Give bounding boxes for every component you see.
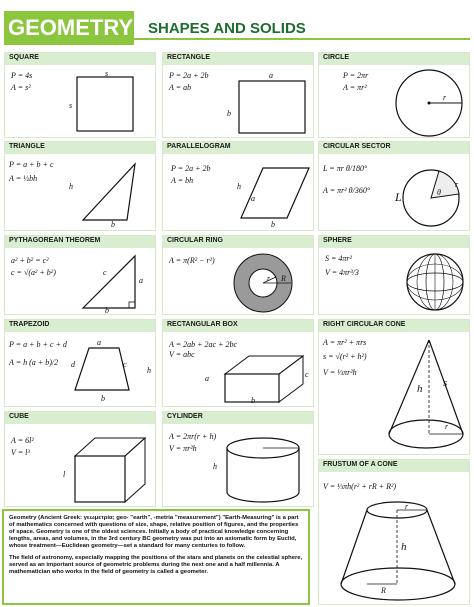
label: a: [97, 338, 101, 347]
label: r: [455, 180, 459, 189]
formula: A = ab: [169, 83, 192, 92]
formula: P = a + b + c + d: [9, 340, 67, 349]
label: r: [405, 502, 409, 511]
title-rule: [134, 38, 470, 40]
sector-figure: [395, 164, 469, 230]
card-title: CYLINDER: [163, 412, 313, 424]
label: r: [443, 93, 447, 102]
square-figure: [67, 71, 147, 135]
card-title: CIRCULAR SECTOR: [319, 142, 469, 154]
formula: S = 4πr²: [325, 254, 352, 263]
formula: L = πr θ/180°: [323, 164, 368, 173]
card-square: [4, 52, 156, 138]
label: h: [237, 182, 241, 191]
formula: A = 6l²: [11, 436, 34, 445]
label: b: [101, 394, 105, 403]
label: a: [139, 276, 143, 285]
card-title: SPHERE: [319, 236, 469, 248]
card-title: RIGHT CIRCULAR CONE: [319, 320, 469, 332]
label: a: [205, 374, 209, 383]
label: d: [71, 360, 75, 369]
card-trapezoid: [4, 319, 156, 407]
card-cylinder: [162, 411, 314, 507]
formula: c = √(a² + b²): [11, 268, 56, 277]
card-title: TRIANGLE: [5, 142, 155, 154]
label: a: [269, 71, 273, 80]
formula: A = bh: [171, 176, 194, 185]
card-cone: [318, 319, 470, 455]
card-title: FRUSTUM OF A CONE: [319, 460, 469, 472]
card-cube: [4, 411, 156, 507]
rectangle-figure: [233, 71, 313, 137]
description-box: [2, 509, 310, 605]
page-title: GEOMETRY: [4, 11, 134, 45]
formula: A = π(R² − r²): [169, 256, 215, 265]
card-title: RECTANGULAR BOX: [163, 320, 313, 332]
card-title: TRAPEZOID: [5, 320, 155, 332]
formula: V = 4πr³/3: [325, 268, 359, 277]
sphere-figure: [403, 250, 467, 314]
formula: P = 2a + 2b: [171, 164, 211, 173]
page-subtitle: SHAPES AND SOLIDS: [148, 20, 306, 37]
label: h: [69, 182, 73, 191]
formula: A = h (a + b)/2: [9, 358, 59, 367]
label: b: [227, 109, 231, 118]
card-title: PYTHAGOREAN THEOREM: [5, 236, 155, 248]
card-triangle: [4, 141, 156, 231]
label: b: [251, 396, 255, 405]
trapezoid-figure: [71, 344, 141, 394]
label: c: [123, 360, 127, 369]
label: r: [267, 274, 271, 283]
card-frustum: [318, 459, 470, 605]
label: b: [271, 220, 275, 229]
box-figure: [213, 350, 309, 406]
ring-figure: [227, 252, 299, 314]
formula: P = 2a + 2b: [169, 71, 209, 80]
formula: V = l³: [11, 448, 30, 457]
label: R: [381, 586, 386, 595]
card-title: RECTANGLE: [163, 53, 313, 65]
label: b: [105, 306, 109, 315]
circle-figure: [387, 67, 469, 139]
label: h: [213, 462, 217, 471]
description-paragraph: Geometry (Ancient Greek: γεωμετρία; geo- "earth", -metria "measurement") "Earth-Measuring" is a part of mathematics concerned with questions of size, shape, relative position of figures, and the properties of space. Geometry is one of the oldest sciences. Initially a body of practical knowledge concerning lengths, areas, and volumes, in the 3rd century BC geometry was put into an axiomatic form by Euclid, whose treatment—Euclidean geometry—set a standard for many centuries to follow.: [9, 515, 299, 549]
label: R: [281, 274, 286, 283]
description-paragraph: The field of astronomy, especially mapping the positions of the stars and planets on the celestial sphere, served as an important source of geometric problems during the next one and a half millennia. A mathematician who works in the field of geometry is called a geometer.: [9, 555, 303, 575]
formula: V = abc: [169, 350, 195, 359]
card-parallelogram: [162, 141, 314, 231]
formula: A = s²: [11, 83, 31, 92]
formula: A = ½bh: [9, 174, 38, 183]
frustum-figure: [331, 498, 465, 604]
cube-figure: [69, 430, 153, 506]
formula: V = πr²h: [169, 444, 197, 453]
label: s: [105, 69, 109, 78]
label: h: [401, 541, 407, 553]
header: [0, 0, 474, 46]
label: h: [147, 366, 151, 375]
formula: s = √(r² + h²): [323, 352, 367, 361]
formula: V = ⅓πh(r² + rR + R²): [323, 482, 397, 491]
formula: A = 2πr(r + h): [169, 432, 217, 441]
card-title: CUBE: [5, 412, 155, 424]
label: c: [103, 268, 107, 277]
formula: A = πr² θ/360°: [323, 186, 371, 195]
formula: V = ⅓πr²h: [323, 368, 357, 377]
label: b: [111, 220, 115, 229]
triangle-figure: [75, 160, 155, 226]
cylinder-figure: [221, 434, 307, 506]
label: s: [443, 377, 448, 389]
card-title: CIRCLE: [319, 53, 469, 65]
card-title: PARALLELOGRAM: [163, 142, 313, 154]
label: s: [69, 101, 73, 110]
card-circle: [318, 52, 470, 138]
label: r: [445, 422, 449, 431]
label: L: [395, 190, 402, 204]
formula: A = πr² + πrs: [323, 338, 367, 347]
formula: P = 4s: [11, 71, 33, 80]
label: θ: [437, 188, 441, 197]
label: c: [305, 370, 309, 379]
card-ring: [162, 235, 314, 315]
parallelogram-figure: [233, 160, 313, 226]
card-rectbox: [162, 319, 314, 407]
formula: A = 2ab + 2ac + 2bc: [169, 340, 238, 349]
card-title: SQUARE: [5, 53, 155, 65]
card-rectangle: [162, 52, 314, 138]
formula: A = πr²: [343, 83, 367, 92]
label: a: [251, 194, 255, 203]
card-sector: [318, 141, 470, 231]
cone-figure: [379, 334, 467, 454]
label: h: [417, 383, 423, 395]
formula: P = 2πr: [343, 71, 369, 80]
formula: a² + b² = c²: [11, 256, 49, 265]
formula: P = a + b + c: [9, 160, 54, 169]
card-pythagorean: [4, 235, 156, 315]
label: l: [63, 470, 66, 479]
card-sphere: [318, 235, 470, 315]
card-title: CIRCULAR RING: [163, 236, 313, 248]
